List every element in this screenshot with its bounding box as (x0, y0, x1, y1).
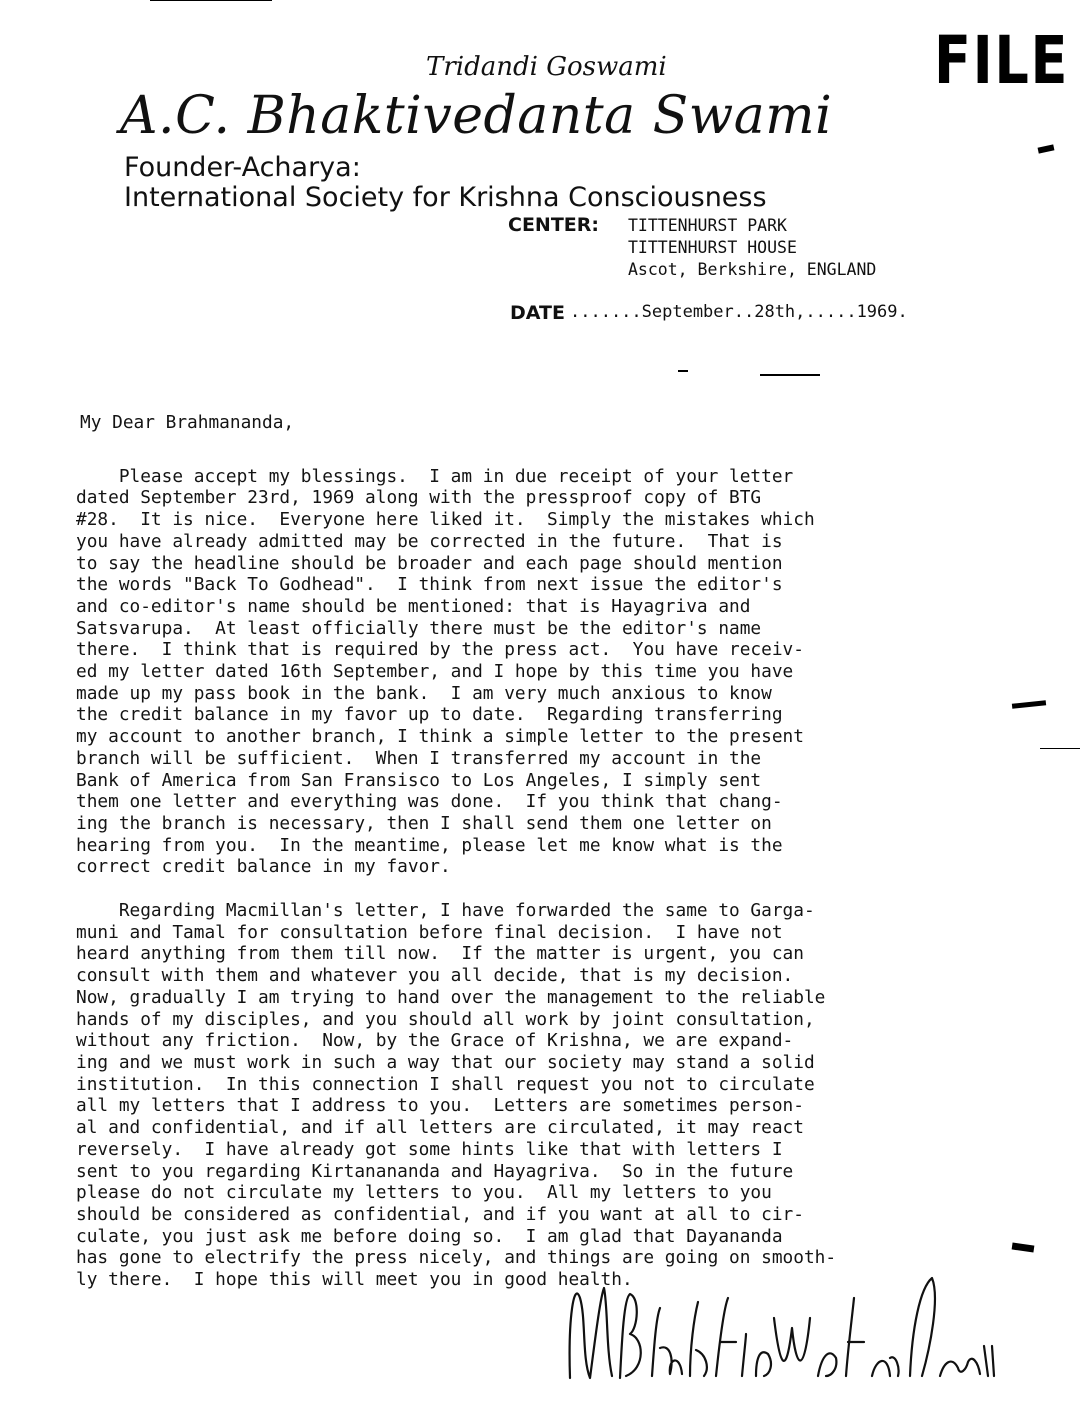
letter-line: correct credit balance in my favor. (76, 856, 451, 878)
letter-line: sent to you regarding Kirtanananda and Hayagriva. So in the future (76, 1160, 794, 1182)
letter-line: ed my letter dated 16th September, and I hope by this time you have (76, 661, 794, 683)
letter-line: consult with them and whatever you all decide, that is my decision. (76, 965, 794, 987)
letter-line: all my letters that I address to you. Letters are sometimes person- (76, 1095, 804, 1117)
file-stamp: FILE (934, 22, 1070, 99)
scan-mark (1040, 748, 1080, 749)
letter-line: institution. In this connection I shall request you not to circulate (76, 1073, 815, 1095)
letter-line: ing the branch is necessary, then I shall send them one letter on (76, 812, 772, 834)
salutation: My Dear Brahmananda, (80, 412, 295, 433)
scan-mark (760, 374, 820, 376)
letter-line: branch will be sufficient. When I transferred my account in the (76, 747, 762, 769)
address-line: TITTENHURST PARK (628, 216, 787, 235)
letter-line: hearing from you. In the meantime, please let me know what is the (76, 834, 783, 856)
scan-mark (1038, 144, 1055, 153)
paragraph-2 (76, 900, 1036, 1291)
letter-line: al and confidential, and if all letters are circulated, it may react (76, 1117, 804, 1139)
letter-line: Regarding Macmillan's letter, I have forwarded the same to Garga- (76, 900, 815, 922)
date-value: .......September..28th,.....1969. (570, 302, 908, 322)
letterhead-role: Founder-Acharya: (124, 152, 361, 183)
letter-line: there. I think that is required by the press act. You have receiv- (76, 639, 804, 661)
signature (560, 1258, 1000, 1405)
address-line: TITTENHURST HOUSE (628, 238, 797, 257)
letter-line: to say the headline should be broader and each page should mention (76, 552, 783, 574)
letter-line: heard anything from them till now. If the matter is urgent, you can (76, 943, 804, 965)
letterhead-name: A.C. Bhaktivedanta Swami (120, 86, 833, 146)
letter-line: ly there. I hope this will meet you in good health. (76, 1269, 633, 1291)
letter-line: reversely. I have already got some hints like that with letters I (76, 1138, 783, 1160)
letter-line: them one letter and everything was done. If you think that chang- (76, 791, 783, 813)
letter-line: made up my pass book in the bank. I am very much anxious to know (76, 682, 772, 704)
paragraph-1 (76, 466, 1036, 878)
letter-line: my account to another branch, I think a simple letter to the present (76, 726, 804, 748)
scan-mark (150, 0, 272, 1)
letter-line: has gone to electrify the press nicely, and things are going on smooth- (76, 1247, 837, 1269)
letter-line: you have already admitted may be corrected in the future. That is (76, 530, 783, 552)
handwritten-signature (560, 1258, 1000, 1400)
letter-line: the credit balance in my favor up to date. Regarding transferring (76, 704, 783, 726)
letter-line: the words "Back To Godhead". I think from next issue the editor's (76, 574, 783, 596)
letter-line: Now, gradually I am trying to hand over the management to the reliable (76, 986, 826, 1008)
letter-body (76, 412, 1036, 1313)
letter-line: should be considered as confidential, and if you want at all to cir- (76, 1203, 804, 1225)
letterhead-society: International Society for Krishna Consciousness (124, 182, 767, 213)
address-line: Ascot, Berkshire, ENGLAND (628, 260, 877, 279)
letter-line: without any friction. Now, by the Grace of Krishna, we are expand- (76, 1030, 794, 1052)
scan-mark (678, 370, 688, 372)
letter-line: hands of my disciples, and you should all work by joint consultation, (76, 1008, 815, 1030)
center-label: CENTER: (508, 214, 599, 236)
letter-line: ing and we must work in such a way that our society may stand a solid (76, 1051, 815, 1073)
letter-line: muni and Tamal for consultation before final decision. I have not (76, 921, 783, 943)
letter-line: and co-editor's name should be mentioned: that is Hayagriva and (76, 595, 751, 617)
letterhead-title: Tridandi Goswami (426, 52, 667, 82)
letter-line: culate, you just ask me before doing so. I am glad that Dayananda (76, 1225, 783, 1247)
letter-line: Satsvarupa. At least officially there must be the editor's name (76, 617, 762, 639)
letter-line: Bank of America from San Fransisco to Los Angeles, I simply sent (76, 769, 762, 791)
letter-line: Please accept my blessings. I am in due receipt of your letter (76, 465, 794, 487)
letter-line: dated September 23rd, 1969 along with the pressproof copy of BTG (76, 487, 762, 509)
letter-line: #28. It is nice. Everyone here liked it. Simply the mistakes which (76, 509, 815, 531)
letter-line: please do not circulate my letters to you. All my letters to you (76, 1182, 772, 1204)
date-label: DATE (510, 302, 565, 324)
